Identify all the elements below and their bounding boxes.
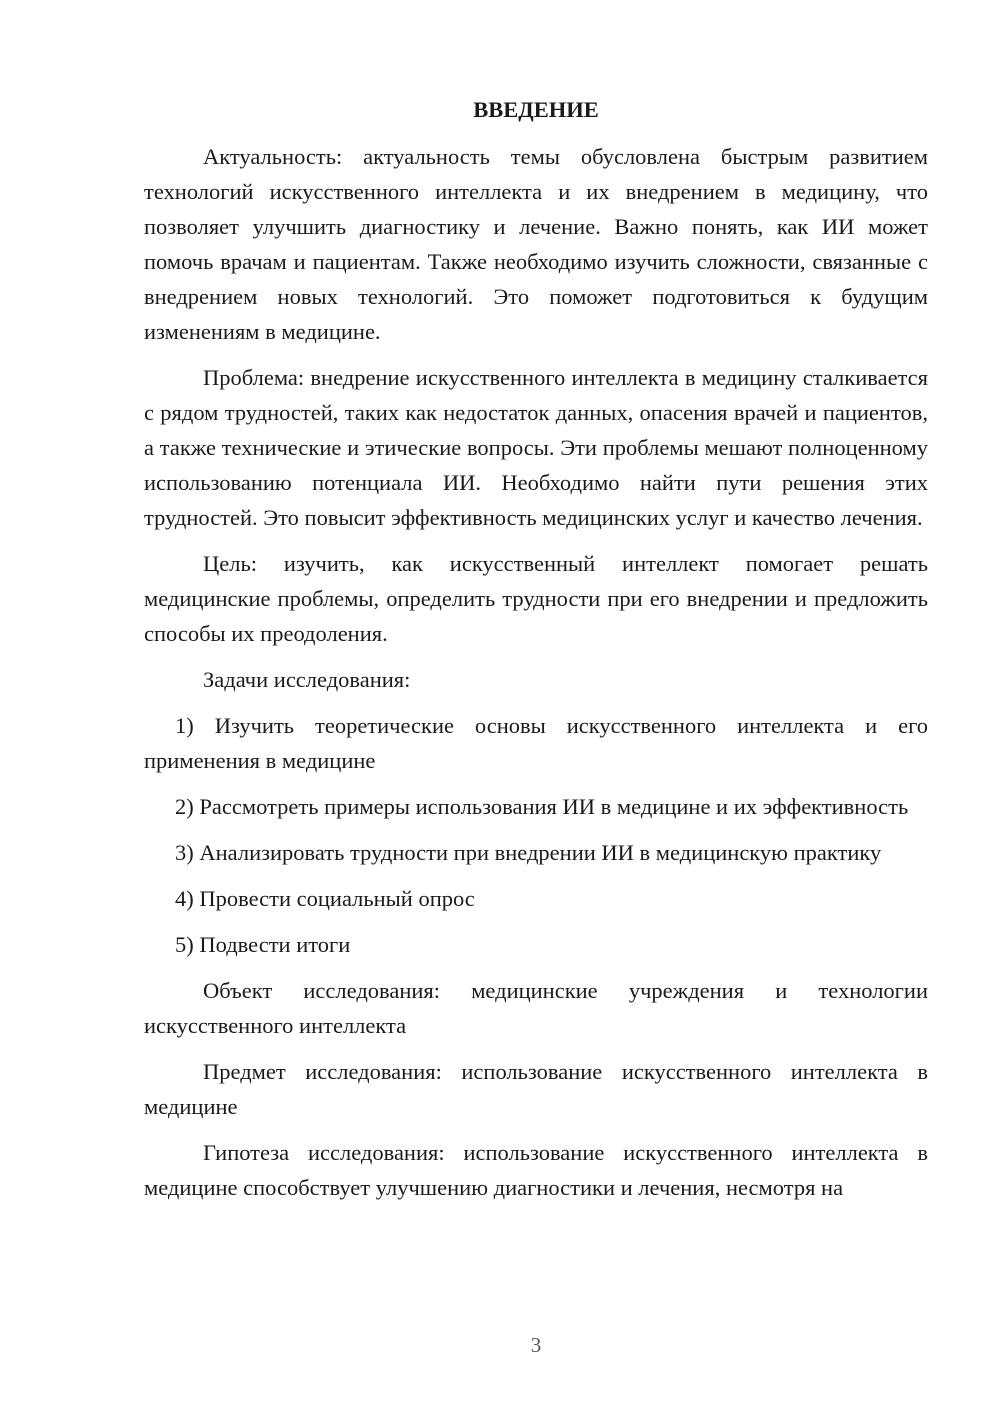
task-item-5: 5) Подвести итоги bbox=[175, 932, 351, 957]
paragraph-object: Объект исследования: медицинские учреждения и технологии искусственного интеллекта bbox=[144, 978, 928, 1038]
task-item-3: 3) Анализировать трудности при внедрении ИИ в медицинскую практику bbox=[175, 840, 882, 865]
section-title: ВВЕДЕНИЕ bbox=[473, 97, 599, 122]
task-item-2: 2) Рассмотреть примеры использования ИИ в медицине и их эффективность bbox=[175, 794, 909, 819]
page-content bbox=[144, 93, 928, 1216]
paragraph-goal: Цель: изучить, как искусственный интеллект помогает решать медицинские проблемы, определить трудности при его внедрении и предложить способы их преодоления. bbox=[144, 551, 928, 646]
paragraph-hypothesis: Гипотеза исследования: использование искусственного интеллекта в медицине способствует улучшению диагностики и лечения, несмотря на bbox=[144, 1140, 928, 1200]
page-number: 3 bbox=[530, 1333, 542, 1357]
task-item-1: 1) Изучить теоретические основы искусственного интеллекта и его применения в медицине bbox=[144, 713, 928, 773]
paragraph-relevance: Актуальность: актуальность темы обусловлена быстрым развитием технологий искусственного интеллекта и их внедрением в медицину, что позволяет улучшить диагностику и лечение. Важно понять, как ИИ может помочь врачам и пациентам. Также необходимо изучить сложности, связанные с внедрением новых технологий. Это поможет подготовиться к будущим изменениям в медицине. bbox=[144, 144, 928, 344]
paragraph-problem: Проблема: внедрение искусственного интеллекта в медицину сталкивается с рядом трудностей, таких как недостаток данных, опасения врачей и пациентов, а также технические и этические вопросы. Эти проблемы мешают полноценному использованию потенциала ИИ. Необходимо найти пути решения этих трудностей. Это повысит эффективность медицинских услуг и качество лечения. bbox=[144, 365, 928, 530]
paragraph-subject: Предмет исследования: использование искусственного интеллекта в медицине bbox=[144, 1059, 928, 1119]
task-item-4: 4) Провести социальный опрос bbox=[175, 886, 475, 911]
paragraph-tasks-heading: Задачи исследования: bbox=[203, 667, 411, 692]
